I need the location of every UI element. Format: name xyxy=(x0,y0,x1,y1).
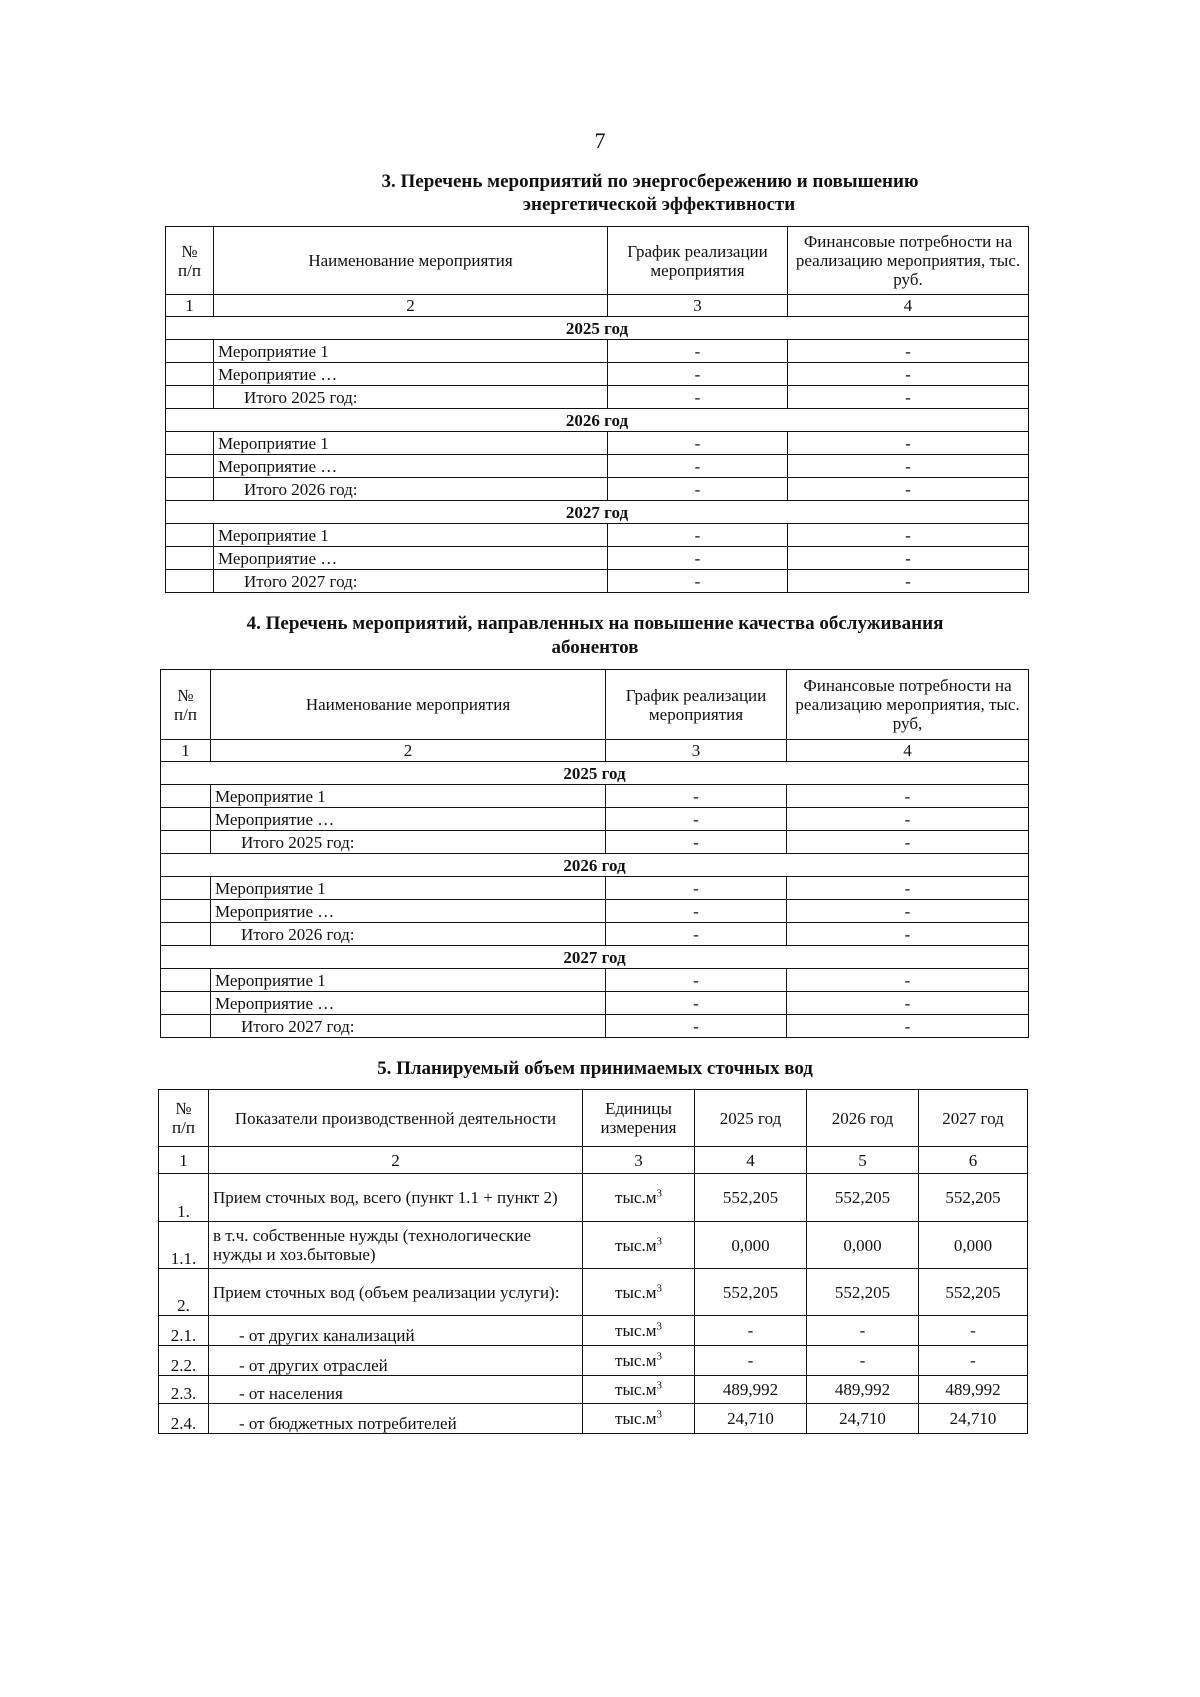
column-header: 2027 год xyxy=(919,1090,1028,1147)
column-number: 2 xyxy=(211,740,606,762)
header-row xyxy=(161,670,1029,740)
event-name: Итого 2027 год: xyxy=(211,1015,606,1038)
event-name: Мероприятие 1 xyxy=(214,524,608,547)
header-row xyxy=(166,227,1029,295)
unit-label: тыс.м xyxy=(615,1282,657,1302)
unit-cell xyxy=(583,1376,695,1404)
year-row xyxy=(166,317,1029,340)
column-header: 2025 год xyxy=(695,1090,807,1147)
column-number: 3 xyxy=(583,1147,695,1174)
section4-title-line2: абонентов xyxy=(551,637,639,658)
year-value: 552,205 xyxy=(807,1174,919,1222)
finance-value: - xyxy=(787,923,1029,946)
schedule-value: - xyxy=(608,478,788,501)
column-number: 1 xyxy=(166,295,214,317)
year-value: 552,205 xyxy=(695,1269,807,1316)
table-row xyxy=(166,478,1029,501)
column-header: Наименование мероприятия xyxy=(211,670,606,740)
row-number-cell xyxy=(166,478,214,501)
event-name: Мероприятие … xyxy=(214,363,608,386)
indicator-name: - от бюджетных потребителей xyxy=(209,1404,583,1434)
column-number: 4 xyxy=(787,740,1029,762)
table-row xyxy=(166,455,1029,478)
table-row xyxy=(166,340,1029,363)
row-number: 1. xyxy=(159,1174,209,1222)
row-number-cell xyxy=(166,547,214,570)
unit-cell xyxy=(583,1269,695,1316)
event-name: Мероприятие … xyxy=(211,900,606,923)
schedule-value: - xyxy=(606,900,787,923)
section4-title-line1: 4. Перечень мероприятий, направленных на повышение качества обслуживания xyxy=(246,613,944,634)
row-number: 2.3. xyxy=(159,1376,209,1404)
event-name: Мероприятие 1 xyxy=(211,969,606,992)
section3-table xyxy=(165,226,1029,593)
table-row xyxy=(159,1269,1028,1316)
year-value: - xyxy=(695,1346,807,1376)
row-number-cell xyxy=(166,432,214,455)
year-value: 0,000 xyxy=(919,1222,1028,1269)
schedule-value: - xyxy=(606,877,787,900)
column-header: № п/п xyxy=(159,1090,209,1147)
column-header: График реализации мероприятия xyxy=(606,670,787,740)
row-number-cell xyxy=(161,808,211,831)
row-number-cell xyxy=(161,969,211,992)
finance-value: - xyxy=(788,478,1029,501)
schedule-value: - xyxy=(606,1015,787,1038)
year-value: 552,205 xyxy=(807,1269,919,1316)
year-value: - xyxy=(919,1346,1028,1376)
unit-label: тыс.м xyxy=(615,1188,657,1207)
unit-cell xyxy=(583,1316,695,1346)
schedule-value: - xyxy=(608,547,788,570)
column-header: График реализации мероприятия xyxy=(608,227,788,295)
event-name: Мероприятие … xyxy=(214,455,608,478)
table-row xyxy=(166,547,1029,570)
unit-superscript: 3 xyxy=(656,1320,662,1333)
schedule-value: - xyxy=(606,808,787,831)
row-number-cell xyxy=(161,785,211,808)
finance-value: - xyxy=(787,808,1029,831)
finance-value: - xyxy=(788,547,1029,570)
table-row xyxy=(161,900,1029,923)
event-name: Мероприятие 1 xyxy=(211,877,606,900)
table-row xyxy=(161,992,1029,1015)
schedule-value: - xyxy=(606,831,787,854)
finance-value: - xyxy=(788,524,1029,547)
column-header: Финансовые потребности на реализацию мероприятия, тыс. руб, xyxy=(787,670,1029,740)
year-row xyxy=(161,762,1029,785)
table-row xyxy=(161,1015,1029,1038)
finance-value: - xyxy=(787,969,1029,992)
year-value: - xyxy=(919,1316,1028,1346)
event-name: Мероприятие … xyxy=(211,808,606,831)
column-number: 1 xyxy=(159,1147,209,1174)
table-row xyxy=(159,1222,1028,1269)
year-heading: 2027 год xyxy=(166,501,1029,524)
row-number-cell xyxy=(161,900,211,923)
finance-value: - xyxy=(787,1015,1029,1038)
indicator-name: - от других канализаций xyxy=(209,1316,583,1346)
year-row xyxy=(161,946,1029,969)
indicator-name: в т.ч. собственные нужды (технологические нужды и хоз.бытовые) xyxy=(209,1222,583,1269)
unit-superscript: 3 xyxy=(656,1379,662,1392)
table-row xyxy=(159,1376,1028,1404)
year-heading: 2026 год xyxy=(161,854,1029,877)
row-number: 2.2. xyxy=(159,1346,209,1376)
column-number: 1 xyxy=(161,740,211,762)
unit-label: тыс.м xyxy=(615,1409,657,1428)
year-heading: 2025 год xyxy=(166,317,1029,340)
finance-value: - xyxy=(788,386,1029,409)
year-value: 24,710 xyxy=(919,1404,1028,1434)
column-header: Наименование мероприятия xyxy=(214,227,608,295)
finance-value: - xyxy=(787,992,1029,1015)
year-value: - xyxy=(807,1346,919,1376)
column-header: Финансовые потребности на реализацию мероприятия, тыс. руб. xyxy=(788,227,1029,295)
schedule-value: - xyxy=(606,785,787,808)
section5-table xyxy=(158,1089,1028,1434)
schedule-value: - xyxy=(608,570,788,593)
unit-superscript: 3 xyxy=(656,1350,662,1363)
column-number-row xyxy=(161,740,1029,762)
row-number-cell xyxy=(161,831,211,854)
event-name: Итого 2025 год: xyxy=(211,831,606,854)
event-name: Итого 2026 год: xyxy=(214,478,608,501)
row-number-cell xyxy=(166,524,214,547)
finance-value: - xyxy=(788,570,1029,593)
year-value: 552,205 xyxy=(919,1174,1028,1222)
table-row xyxy=(159,1316,1028,1346)
row-number: 1.1. xyxy=(159,1222,209,1269)
row-number: 2.4. xyxy=(159,1404,209,1434)
event-name: Мероприятие … xyxy=(211,992,606,1015)
indicator-name: Прием сточных вод, всего (пункт 1.1 + пункт 2) xyxy=(209,1174,583,1222)
unit-label: тыс.м xyxy=(615,1321,657,1340)
schedule-value: - xyxy=(608,524,788,547)
year-row xyxy=(166,409,1029,432)
year-value: 552,205 xyxy=(695,1174,807,1222)
year-value: 24,710 xyxy=(695,1404,807,1434)
table-row xyxy=(161,808,1029,831)
event-name: Итого 2025 год: xyxy=(214,386,608,409)
table-row xyxy=(161,969,1029,992)
finance-value: - xyxy=(788,455,1029,478)
table-row xyxy=(166,386,1029,409)
finance-value: - xyxy=(788,363,1029,386)
event-name: Мероприятие 1 xyxy=(214,340,608,363)
row-number-cell xyxy=(166,363,214,386)
finance-value: - xyxy=(787,900,1029,923)
row-number-cell xyxy=(166,340,214,363)
schedule-value: - xyxy=(608,455,788,478)
row-number-cell xyxy=(161,877,211,900)
year-value: 489,992 xyxy=(807,1376,919,1404)
column-number: 4 xyxy=(788,295,1029,317)
column-number: 2 xyxy=(214,295,608,317)
column-number: 3 xyxy=(606,740,787,762)
column-header: Показатели производственной деятельности xyxy=(209,1090,583,1147)
finance-value: - xyxy=(788,432,1029,455)
finance-value: - xyxy=(788,340,1029,363)
unit-label: тыс.м xyxy=(615,1351,657,1370)
schedule-value: - xyxy=(606,992,787,1015)
indicator-name: Прием сточных вод (объем реализации услуги): xyxy=(209,1269,583,1316)
row-number-cell xyxy=(166,386,214,409)
year-row xyxy=(166,501,1029,524)
column-header: № п/п xyxy=(161,670,211,740)
row-number: 2. xyxy=(159,1269,209,1316)
unit-cell xyxy=(583,1222,695,1269)
finance-value: - xyxy=(787,877,1029,900)
year-row xyxy=(161,854,1029,877)
year-heading: 2025 год xyxy=(161,762,1029,785)
unit-superscript: 3 xyxy=(656,1187,662,1200)
column-number-row xyxy=(166,295,1029,317)
page-number: 7 xyxy=(594,128,606,153)
year-heading: 2027 год xyxy=(161,946,1029,969)
table-row xyxy=(161,877,1029,900)
unit-cell xyxy=(583,1404,695,1434)
row-number-cell xyxy=(166,570,214,593)
table-row xyxy=(166,570,1029,593)
indicator-name: - от других отраслей xyxy=(209,1346,583,1376)
column-header: № п/п xyxy=(166,227,214,295)
row-number-cell xyxy=(161,992,211,1015)
unit-label: тыс.м xyxy=(615,1235,657,1255)
header-row xyxy=(159,1090,1028,1147)
year-value: 489,992 xyxy=(695,1376,807,1404)
table-row xyxy=(161,923,1029,946)
table-row xyxy=(159,1346,1028,1376)
row-number-cell xyxy=(166,455,214,478)
event-name: Мероприятие 1 xyxy=(211,785,606,808)
schedule-value: - xyxy=(608,340,788,363)
year-value: 489,992 xyxy=(919,1376,1028,1404)
column-number: 5 xyxy=(807,1147,919,1174)
unit-superscript: 3 xyxy=(656,1281,662,1294)
year-value: - xyxy=(695,1316,807,1346)
year-value: - xyxy=(807,1316,919,1346)
finance-value: - xyxy=(787,831,1029,854)
row-number: 2.1. xyxy=(159,1316,209,1346)
unit-superscript: 3 xyxy=(656,1408,662,1421)
table-row xyxy=(161,785,1029,808)
indicator-name: - от населения xyxy=(209,1376,583,1404)
table-row xyxy=(166,432,1029,455)
year-value: 0,000 xyxy=(695,1222,807,1269)
event-name: Итого 2027 год: xyxy=(214,570,608,593)
table-row xyxy=(166,363,1029,386)
schedule-value: - xyxy=(606,969,787,992)
finance-value: - xyxy=(787,785,1029,808)
unit-superscript: 3 xyxy=(656,1234,662,1247)
unit-cell xyxy=(583,1346,695,1376)
column-number: 6 xyxy=(919,1147,1028,1174)
table-row xyxy=(159,1174,1028,1222)
year-value: 552,205 xyxy=(919,1269,1028,1316)
row-number-cell xyxy=(161,923,211,946)
column-number-row xyxy=(159,1147,1028,1174)
row-number-cell xyxy=(161,1015,211,1038)
table-row xyxy=(161,831,1029,854)
schedule-value: - xyxy=(608,386,788,409)
event-name: Мероприятие 1 xyxy=(214,432,608,455)
column-header: 2026 год xyxy=(807,1090,919,1147)
event-name: Итого 2026 год: xyxy=(211,923,606,946)
year-value: 0,000 xyxy=(807,1222,919,1269)
table-row xyxy=(166,524,1029,547)
column-number: 4 xyxy=(695,1147,807,1174)
unit-label: тыс.м xyxy=(615,1380,657,1399)
schedule-value: - xyxy=(608,432,788,455)
table-row xyxy=(159,1404,1028,1434)
section3-title-line1: 3. Перечень мероприятий по энергосбережению и повышению xyxy=(381,171,919,192)
section4-table xyxy=(160,669,1029,1038)
event-name: Мероприятие … xyxy=(214,547,608,570)
section5-title: 5. Планируемый объем принимаемых сточных вод xyxy=(377,1058,813,1079)
column-number: 2 xyxy=(209,1147,583,1174)
unit-cell xyxy=(583,1174,695,1222)
section3-title-line2: энергетической эффективности xyxy=(522,194,796,215)
year-value: 24,710 xyxy=(807,1404,919,1434)
column-number: 3 xyxy=(608,295,788,317)
year-heading: 2026 год xyxy=(166,409,1029,432)
schedule-value: - xyxy=(608,363,788,386)
column-header: Единицы измерения xyxy=(583,1090,695,1147)
schedule-value: - xyxy=(606,923,787,946)
